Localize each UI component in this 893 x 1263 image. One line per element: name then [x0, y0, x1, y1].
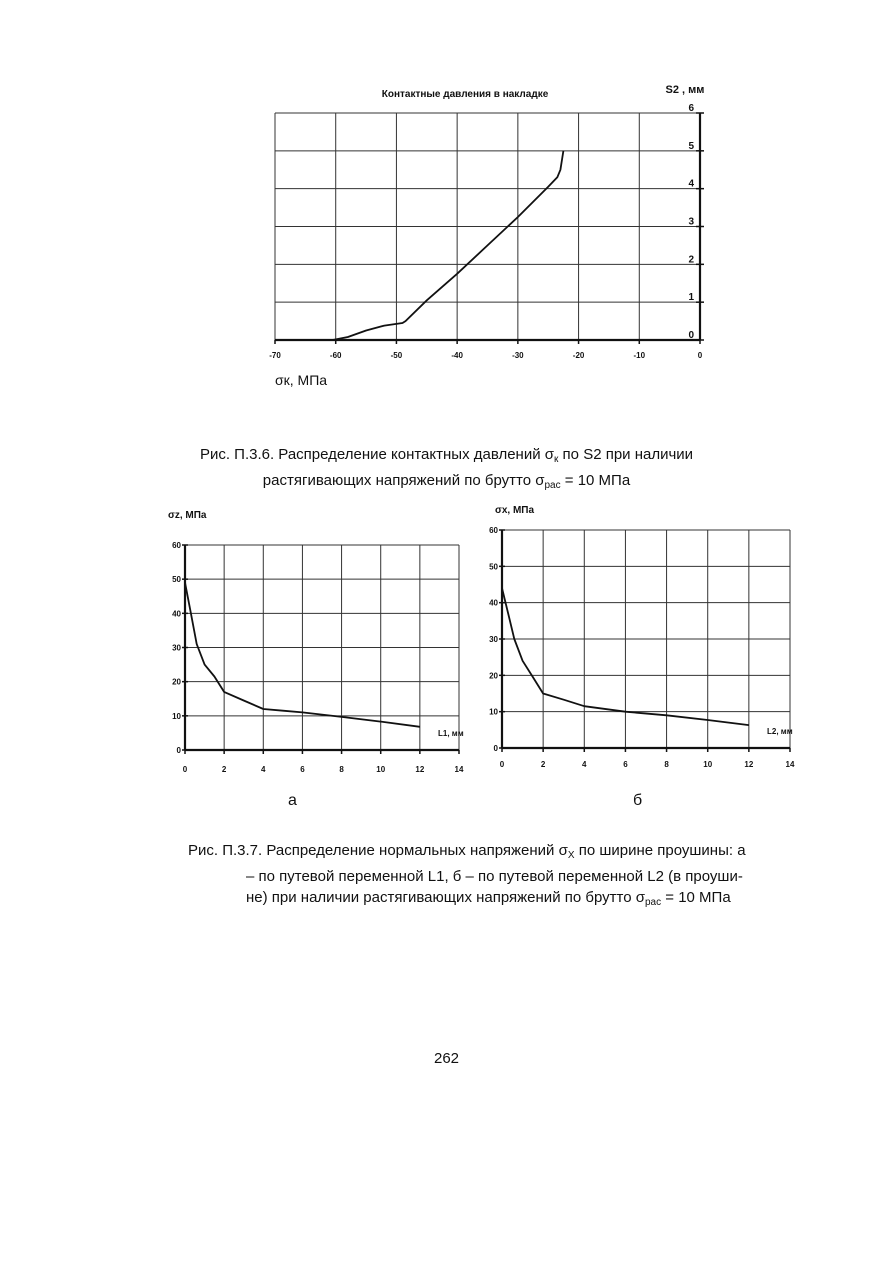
c0-series-line: [333, 151, 564, 340]
c2-x-tick-label: 8: [664, 760, 669, 769]
c1-x-tick-label: 10: [376, 765, 386, 774]
c0-x-tick-label: 0: [697, 351, 703, 360]
c2-x-tick-label: 0: [499, 760, 505, 769]
c0-x-tick-label: -60: [329, 351, 342, 360]
page-number: 262: [433, 1050, 460, 1067]
c2-y-tick-label: 30: [489, 635, 498, 644]
c2-x-tick-label: 10: [703, 760, 713, 769]
c2-x-tick-label: 14: [785, 760, 795, 769]
c0-x-tick-label: -50: [390, 351, 403, 360]
c0-y-tick-label: 3: [688, 216, 694, 228]
c1-y-tick-label: 50: [172, 575, 181, 585]
figure-3-6-caption: Рис. П.3.6. Распределение контактных давлений $\sigma_к$ по S2 при наличии растягивающих напряжений по брутто $\sigma_{рас} = 10$ МПа: [199, 446, 694, 491]
c0-y-tick-label: 0: [688, 330, 694, 341]
c2-x-label: L2, мм: [767, 727, 793, 736]
c2-x-tick-label: 2: [540, 760, 546, 769]
c1-x-tick-label: 0: [182, 765, 188, 774]
c2-y-tick-label: 20: [489, 671, 498, 681]
c0-y-tick-label: 6: [688, 103, 694, 114]
c2-x-tick-label: 12: [744, 760, 754, 769]
c2-y-tick-label: 40: [489, 598, 498, 608]
panel-label-a: а: [288, 792, 297, 809]
c0-y-tick-label: 2: [688, 254, 694, 266]
c1-y-tick-label: 20: [172, 677, 181, 687]
c0-x-label: σк, МПа: [275, 372, 328, 388]
c0-x-tick-label: -20: [572, 351, 585, 360]
c2-y-tick-label: 60: [489, 526, 498, 535]
c0-x-tick-label: -40: [451, 351, 463, 360]
c2-y-tick-label: 10: [489, 707, 498, 717]
c2-y-tick-label: 50: [489, 562, 498, 572]
c0-x-tick-label: -30: [512, 351, 524, 360]
c0-y-tick-label: 5: [688, 140, 694, 152]
c2-x-tick-label: 6: [623, 760, 628, 769]
c1-y-tick-label: 40: [172, 609, 181, 619]
c1-y-tick-label: 30: [172, 643, 181, 653]
c0-title: Контактные давления в накладке: [381, 89, 549, 100]
c0-y-tick-label: 4: [688, 178, 694, 190]
c1-y-label: σz, МПа: [168, 510, 207, 521]
c1-x-tick-label: 2: [221, 765, 227, 774]
c1-x-label: L1, мм: [438, 729, 464, 738]
c1-x-tick-label: 6: [300, 765, 305, 774]
contact-pressure-chart: [255, 75, 730, 405]
c2-y-tick-label: 0: [493, 744, 498, 753]
c1-x-tick-label: 12: [415, 765, 425, 774]
c1-y-tick-label: 0: [176, 746, 181, 755]
c1-y-tick-label: 10: [172, 711, 181, 721]
c0-x-tick-label: -10: [633, 351, 646, 360]
panel-label-b: б: [633, 792, 643, 809]
c1-x-tick-label: 4: [261, 765, 266, 774]
normal-stress-chart-b: [475, 500, 805, 780]
c0-x-tick-label: -70: [269, 351, 281, 360]
c1-x-tick-label: 14: [454, 765, 464, 774]
normal-stress-chart-a: [160, 500, 480, 780]
c1-y-tick-label: 60: [172, 541, 181, 550]
c1-x-tick-label: 8: [339, 765, 344, 774]
c2-x-tick-label: 4: [582, 760, 587, 769]
c0-y-tick-label: 1: [688, 292, 694, 304]
c2-y-label: σx, МПа: [495, 505, 535, 516]
figure-3-7-caption: Рис. П.3.7. Распределение нормальных напряжений $\sigma_X$ по ширине проушины: а – по путевой переменной L1, б – по путевой переменной L2 (в проуши- не) при наличии растягивающих напряжений по брутто $\sigma_{рас} = 10$ МПа: [188, 842, 746, 908]
c0-y-label: S2 , мм: [665, 84, 705, 96]
